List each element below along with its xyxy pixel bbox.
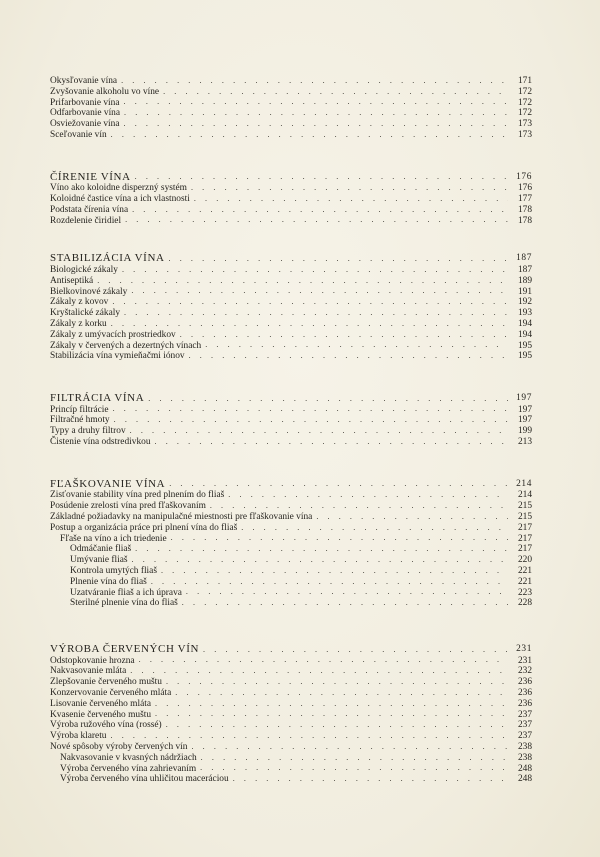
toc-entry-label: Zlepšovanie červeného muštu xyxy=(50,677,162,688)
page-number: 197 xyxy=(516,393,532,404)
toc-entry-label: Biologické zákaly xyxy=(50,264,118,275)
toc-entry-label: Odmáčanie fliaš xyxy=(70,544,132,555)
toc-entry xyxy=(50,87,532,98)
toc-entry-label: Postup a organizácia práce pri plnení vína do fliaš xyxy=(50,522,238,533)
toc-entry xyxy=(50,194,532,205)
toc-entry-label: Čistenie vína odstredivkou xyxy=(50,437,151,448)
page-number: 217 xyxy=(517,522,532,533)
page-number: 195 xyxy=(517,351,532,362)
dot-leader xyxy=(203,645,508,654)
page-number: 236 xyxy=(517,687,532,698)
toc-entry-label: Stabilizácia vína vymieňačmi iónov xyxy=(50,351,185,362)
section-heading-label: STABILIZÁCIA VÍNA xyxy=(50,252,165,265)
toc-entry xyxy=(50,437,532,448)
toc-entry-label: Výroba červeného vína uhličitou maceráciou xyxy=(60,774,229,785)
dot-leader xyxy=(122,265,508,274)
page-number: 197 xyxy=(517,415,532,426)
dot-leader xyxy=(97,276,508,285)
toc-entry-label: Zisťovanie stability vína pred plnením do fliaš xyxy=(50,490,225,501)
dot-leader xyxy=(200,763,508,772)
dot-leader xyxy=(132,205,508,214)
dot-leader xyxy=(131,286,508,295)
toc-entry-label: Kryštalické zákaly xyxy=(50,308,121,319)
toc-entry xyxy=(50,534,532,545)
page-number: 231 xyxy=(516,644,532,655)
section-heading xyxy=(50,643,532,656)
page-number: 197 xyxy=(517,404,532,415)
toc-entry-label: Sterilné plnenie vína do fliaš xyxy=(70,598,178,609)
toc-entry-label: Zákaly z umývacích prostriedkov xyxy=(50,329,176,340)
toc-entry-label: Uzatváranie fliaš a ich úprava xyxy=(70,587,182,598)
dot-leader xyxy=(189,351,508,360)
page-number: 173 xyxy=(517,129,532,140)
toc-entry-label: Výroba červeného vína zahrievaním xyxy=(60,763,197,774)
toc-entry xyxy=(50,555,532,566)
dot-leader xyxy=(155,709,508,718)
toc-entry-label: Posúdenie zrelosti vína pred fľaškovaním xyxy=(50,501,206,512)
dot-leader xyxy=(135,172,508,181)
toc-entry-label: Víno ako koloidne disperzný systém xyxy=(50,183,187,194)
toc-entry xyxy=(50,276,532,287)
toc-entry-label: Typy a druhy filtrov xyxy=(50,426,126,437)
page-number: 232 xyxy=(517,666,532,677)
toc-entry-label: Konzervovanie červeného mláta xyxy=(50,687,172,698)
page-number: 238 xyxy=(517,752,532,763)
toc-entry-label: Odfarbovanie vína xyxy=(50,108,121,119)
dot-leader xyxy=(111,731,509,740)
dot-leader xyxy=(155,437,508,446)
toc-section xyxy=(50,252,532,362)
table-of-contents xyxy=(50,76,532,785)
toc-section xyxy=(50,643,532,785)
toc-entry xyxy=(50,287,532,298)
toc-entry xyxy=(50,405,532,416)
page-number: 237 xyxy=(517,731,532,742)
toc-section xyxy=(50,478,532,609)
toc-entry xyxy=(50,183,532,194)
page-number: 215 xyxy=(517,501,532,512)
dot-leader xyxy=(171,533,508,542)
toc-entry xyxy=(50,544,532,555)
toc-entry xyxy=(50,598,532,609)
toc-entry xyxy=(50,216,532,227)
toc-entry-label: Koloidné častice vína a ich vlastnosti xyxy=(50,194,190,205)
toc-entry xyxy=(50,341,532,352)
page-number: 214 xyxy=(516,478,532,489)
page-number: 191 xyxy=(517,286,532,297)
dot-leader xyxy=(186,587,508,596)
dot-leader xyxy=(155,699,508,708)
page-number: 236 xyxy=(517,698,532,709)
dot-leader xyxy=(175,688,508,697)
dot-leader xyxy=(112,297,508,306)
toc-entry-label: Osviežovanie vína xyxy=(50,119,120,130)
page-number: 228 xyxy=(517,598,532,609)
page-number: 176 xyxy=(516,171,532,182)
dot-leader xyxy=(113,404,508,413)
toc-entry-label: Základné požiadavky na manipulačné miestnosti pre fľaškovanie vína xyxy=(50,511,313,522)
toc-entry-label: Nové spôsoby výroby červených vín xyxy=(50,741,188,752)
toc-entry-label: Filtračné hmoty xyxy=(50,415,110,426)
page-number: 248 xyxy=(517,774,532,785)
page-number: 236 xyxy=(517,677,532,688)
toc-entry xyxy=(50,108,532,119)
page-number: 177 xyxy=(517,194,532,205)
page-number: 187 xyxy=(516,253,532,264)
dot-leader xyxy=(228,490,508,499)
toc-entry xyxy=(50,490,532,501)
page-number: 213 xyxy=(517,437,532,448)
page-number: 214 xyxy=(517,490,532,501)
page-number: 187 xyxy=(517,264,532,275)
toc-entry xyxy=(50,742,532,753)
toc-entry-label: Sceľovanie vín xyxy=(50,129,107,140)
toc-entry xyxy=(50,677,532,688)
toc-section xyxy=(50,392,532,448)
toc-entry-label: Zákaly v červených a dezertných vínach xyxy=(50,340,202,351)
page-number: 217 xyxy=(517,544,532,555)
toc-entry xyxy=(50,426,532,437)
page-number: 231 xyxy=(517,655,532,666)
page-number: 221 xyxy=(517,576,532,587)
dot-leader xyxy=(169,479,508,488)
toc-entry-label: Nakvasovanie v kvasných nádržiach xyxy=(60,752,197,763)
toc-entry-label: Bielkovinové zákaly xyxy=(50,286,128,297)
toc-entry xyxy=(50,753,532,764)
dot-leader xyxy=(151,577,508,586)
toc-entry xyxy=(50,512,532,523)
page-number: 193 xyxy=(517,308,532,319)
toc-entry xyxy=(50,731,532,742)
dot-leader xyxy=(191,742,508,751)
dot-leader xyxy=(194,194,508,203)
dot-leader xyxy=(316,512,508,521)
dot-leader xyxy=(124,119,508,128)
toc-entry-label: Fľaše na víno a ich triedenie xyxy=(60,533,167,544)
dot-leader xyxy=(182,598,508,607)
dot-leader xyxy=(121,76,508,85)
toc-entry xyxy=(50,656,532,667)
toc-entry-label: Kontrola umytých fliaš xyxy=(70,565,157,576)
toc-entry-label: Podstata čírenia vína xyxy=(50,204,129,215)
toc-entry-label: Rozdelenie čiridiel xyxy=(50,215,122,226)
toc-entry-label: Lisovanie červeného mláta xyxy=(50,698,151,709)
toc-entry-label: Odstopkovanie hrozna xyxy=(50,655,135,666)
toc-entry-label: Kvasenie červeného muštu xyxy=(50,709,152,720)
toc-entry-label: Prifarbovanie vína xyxy=(50,97,120,108)
toc-entry xyxy=(50,265,532,276)
toc-entry xyxy=(50,119,532,130)
dot-leader xyxy=(125,215,508,224)
toc-entry xyxy=(50,319,532,330)
page-number: 217 xyxy=(517,533,532,544)
dot-leader xyxy=(166,720,508,729)
toc-entry xyxy=(50,308,532,319)
dot-leader xyxy=(111,130,508,139)
toc-entry xyxy=(50,577,532,588)
section-heading xyxy=(50,392,532,405)
section-heading xyxy=(50,478,532,491)
page-number: 173 xyxy=(517,119,532,130)
dot-leader xyxy=(205,340,508,349)
dot-leader xyxy=(135,544,508,553)
toc-entry xyxy=(50,710,532,721)
page-number: 223 xyxy=(517,587,532,598)
page-number: 171 xyxy=(517,76,532,86)
dot-leader xyxy=(132,555,508,564)
page-number: 221 xyxy=(517,565,532,576)
toc-entry-label: Zákaly z kovov xyxy=(50,297,109,308)
dot-leader xyxy=(201,753,508,762)
toc-entry xyxy=(50,415,532,426)
toc-entry-label: Výroba ružového vína (rossé) xyxy=(50,720,162,731)
dot-leader xyxy=(124,308,508,317)
dot-leader xyxy=(191,183,508,192)
page-number: 178 xyxy=(517,215,532,226)
toc-entry xyxy=(50,699,532,710)
toc-entry xyxy=(50,688,532,699)
page-number: 194 xyxy=(517,318,532,329)
toc-section xyxy=(50,76,532,141)
page-number: 176 xyxy=(517,183,532,194)
dot-leader xyxy=(161,566,508,575)
section-heading xyxy=(50,171,532,184)
page-number: 172 xyxy=(517,97,532,108)
toc-entry xyxy=(50,205,532,216)
page-number: 237 xyxy=(517,709,532,720)
toc-entry xyxy=(50,566,532,577)
toc-entry-label: Antiseptiká xyxy=(50,275,94,286)
section-heading-label: VÝROBA ČERVENÝCH VÍN xyxy=(50,643,200,656)
section-heading-label: FĽAŠKOVANIE VÍNA xyxy=(50,477,166,490)
page-number: 172 xyxy=(517,86,532,97)
section-heading-label: FILTRÁCIA VÍNA xyxy=(50,392,145,405)
toc-entry xyxy=(50,98,532,109)
dot-leader xyxy=(241,523,508,532)
toc-entry xyxy=(50,523,532,534)
toc-entry xyxy=(50,351,532,362)
toc-entry-label: Princíp filtrácie xyxy=(50,404,109,415)
toc-entry xyxy=(50,330,532,341)
toc-entry xyxy=(50,297,532,308)
dot-leader xyxy=(180,330,508,339)
dot-leader xyxy=(139,655,508,664)
toc-entry xyxy=(50,588,532,599)
toc-entry-label: Výroba klaretu xyxy=(50,731,107,742)
dot-leader xyxy=(124,108,508,117)
page-number: 215 xyxy=(517,511,532,522)
dot-leader xyxy=(210,501,508,510)
dot-leader xyxy=(233,774,508,783)
toc-entry-label: Zvyšovanie alkoholu vo víne xyxy=(50,86,160,97)
page-number: 178 xyxy=(517,204,532,215)
page-number: 248 xyxy=(517,763,532,774)
toc-entry xyxy=(50,774,532,785)
section-heading-label: ČÍRENIE VÍNA xyxy=(50,170,131,183)
page-number: 194 xyxy=(517,329,532,340)
section-heading xyxy=(50,252,532,265)
page-number: 238 xyxy=(517,741,532,752)
toc-entry-label: Nakvasovanie mláta xyxy=(50,666,127,677)
dot-leader xyxy=(130,666,508,675)
toc-section xyxy=(50,171,532,227)
toc-entry xyxy=(50,130,532,141)
dot-leader xyxy=(148,394,508,403)
toc-entry-label: Umývanie fliaš xyxy=(70,555,128,566)
dot-leader xyxy=(114,415,508,424)
page-number: 195 xyxy=(517,340,532,351)
toc-entry xyxy=(50,76,532,87)
toc-entry xyxy=(50,501,532,512)
dot-leader xyxy=(111,319,508,328)
page-number: 189 xyxy=(517,275,532,286)
dot-leader xyxy=(130,426,508,435)
toc-entry-label: Zákaly z korku xyxy=(50,318,107,329)
dot-leader xyxy=(166,677,508,686)
toc-entry xyxy=(50,764,532,775)
page-number: 172 xyxy=(517,108,532,119)
toc-entry-label: Okysľovanie vína xyxy=(50,76,118,86)
page-number: 220 xyxy=(517,555,532,566)
dot-leader xyxy=(163,87,508,96)
dot-leader xyxy=(169,254,508,263)
toc-entry-label: Plnenie vína do fliaš xyxy=(70,576,147,587)
dot-leader xyxy=(124,97,508,106)
toc-entry xyxy=(50,666,532,677)
page-number: 192 xyxy=(517,297,532,308)
toc-entry xyxy=(50,720,532,731)
page-number: 199 xyxy=(517,426,532,437)
page-number: 237 xyxy=(517,720,532,731)
